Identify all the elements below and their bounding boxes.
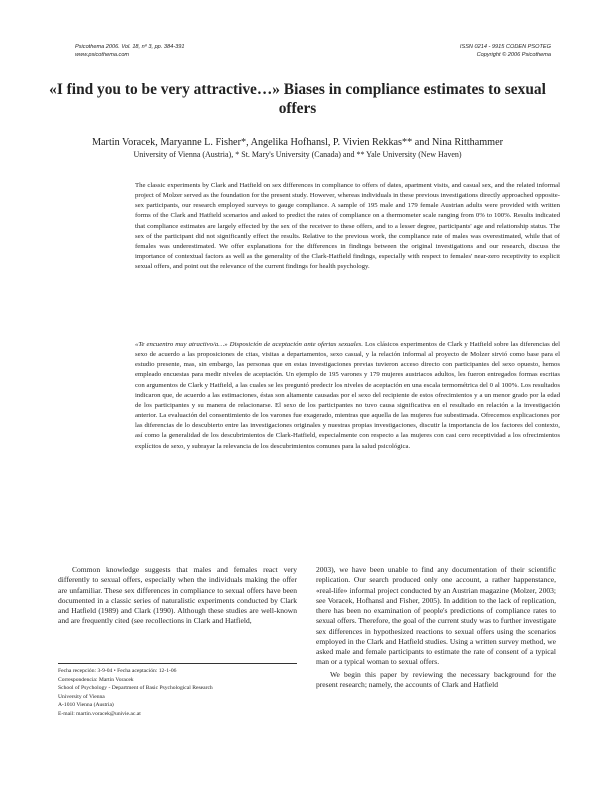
body-left-column: Common knowledge suggests that males and females react very differently to sexual offers, especially when the individuals making the offer are unfamiliar. These sex differences in compliance to sexual offers have been documented in a classic series of naturalistic experiments conducted by Clark and Hatfield (1989) and Clark (1990). Although these studies are well-known and are frequently cited (see recollections in Clark and Hatfield,: [58, 565, 297, 626]
journal-website: www.psicothema.com: [75, 51, 130, 58]
author-affiliations: University of Vienna (Austria), * St. Mary's University (Canada) and ** Yale University (New Haven): [133, 150, 462, 159]
body-paragraph-next: We begin this paper by reviewing the necessary background for the present research; namely, the accounts of Clark and Hatfield: [316, 669, 556, 689]
copyright-line: Copyright © 2006 Psicothema: [476, 51, 551, 58]
body-right-column: [316, 565, 556, 690]
running-header-left: [75, 44, 184, 59]
submission-dates: Fecha recepción: 3-9-04 • Fecha aceptación: 12-1-06: [58, 668, 177, 674]
article-title: «I find you to be very attractive…» Biases in compliance estimates to sexual offers: [49, 81, 546, 117]
correspondence-footnote: [58, 667, 297, 718]
issn-line: ISSN 0214 - 9915 CODEN PSOTEG: [459, 44, 551, 50]
abstract-spanish-title: «Te encuentro muy atractivo/a…» Disposición de aceptación ante ofertas sexuales.: [135, 341, 363, 348]
footnote-divider: [58, 663, 297, 664]
abstract-spanish: [135, 340, 560, 452]
university-name: University of Vienna: [58, 693, 105, 700]
author-list: Martin Voracek, Maryanne L. Fisher*, Angelika Hofhansl, P. Vivien Rekkas** and Nina Ritthammer: [91, 137, 504, 148]
correspondence-author: Correspondencia: Martin Voracek: [58, 676, 134, 683]
abstract-spanish-body: Los clásicos experimentos de Clark y Hatfield sobre las diferencias del sexo de acuerdo a las proposiciones de citas, visitas a departamentos, sexo casual, y la relación informal al proyecto de Molzer sirvió como base para el estudio presente, mas, sin embargo, las personas que en estas investigaciones previas tuvieron acceso directo con participantes del sexo opuesto, hemos empleado encuestas para medir niveles de aceptación. Un ejemplo de 195 varones y 179 mujeres austriacos adultos, les fueron entregados formas escritas con argumentos de Clark y Hatfield, a las cuales se les preguntó predecir los niveles de aceptación en una escala termométrica del 0 al 100%. Los resultados indicaron que, de acuerdo a las estimaciones, éstas son altamente causadas por el sexo del recipiente de estos ofrecimientos y a un menor grado por la edad de los participantes y su manera de relacionarse. El sexo de los participantes no tuvo causa significativa en el resultado en relación a la investigación anterior. La evaluación del consentimiento de los varones fue exagerado, mientras que aquella de las mujeres fue subestimada. Ofrecemos explicaciones por las diferencias de lo descubierto entre las investigaciones originales y nuestras propias investigaciones, discutir la importancia de los factores del contexto, así como la generalidad de los descubrimientos de Clark-Hatfield, especialmente con respecto a las mujeres con casi cero receptividad a los ofrecimientos explícitos de sexo, y subrayar la relevancia de los descubrimientos comunes para la salud psicológica.: [135, 341, 561, 450]
contact-email: E-mail: martin.voracek@univie.ac.at: [58, 710, 141, 717]
running-header-right: [460, 44, 551, 59]
journal-citation: Psicothema 2006. Vol. 18, nº 3, pp. 384-391: [75, 44, 185, 50]
body-paragraph-continued: 2003), we have been unable to find any documentation of their scientific replication. Our search produced only one account, a rather happenstance, «real-life» informal project conducted by an Austrian magazine (Molzer, 2003; see Voracek, Hofhansl and Fisher, 2005). In addition to the lack of replication, there has been no examination of people's predictions of compliance rates to sexual offers. Therefore, the goal of the current study was to further investigate sex differences in hypothesized reactions to sexual offers using the scenarios employed in the Clark and Hatfield studies. Using a written survey method, we asked male and female participants to estimate the rate of consent of a typical man or a typical woman to sexual offers.: [316, 565, 556, 667]
department-name: School of Psychology - Department of Basic Psychological Research: [58, 685, 213, 691]
postal-address: A-1010 Vienna (Austria): [58, 702, 114, 708]
abstract-english: The classic experiments by Clark and Hatfield on sex differences in compliance to offers of dates, apartment visits, and casual sex, and the related informal project of Molzer served as the foundation for the present study. However, whereas individuals in these previous investigations directly approached opposite-sex participants, our research employed surveys to gauge compliance. A sample of 195 male and 179 female Austrian adults were provided with written forms of the Clark and Hatfield scenarios and asked to predict the rates of compliance on a thermometer scale ranging from 0% to 100%. Results indicated that compliance estimates are largely effected by the sex of the receiver to these offers, and to a lesser degree, participants' age and relationship status. The sex of the participant did not significantly effect the results. Relative to the previous work, the compliance rate of males was overestimated, while that of females was underestimated. We offer explanations for the differences in findings between the original investigations and our research, discuss the importance of contextual factors as well as the generality of the Clark-Hatfield findings, especially with respect to females' near-zero receptivity to explicit sexual offers, and point out the relevance of the current findings for health psychology.: [135, 182, 560, 271]
